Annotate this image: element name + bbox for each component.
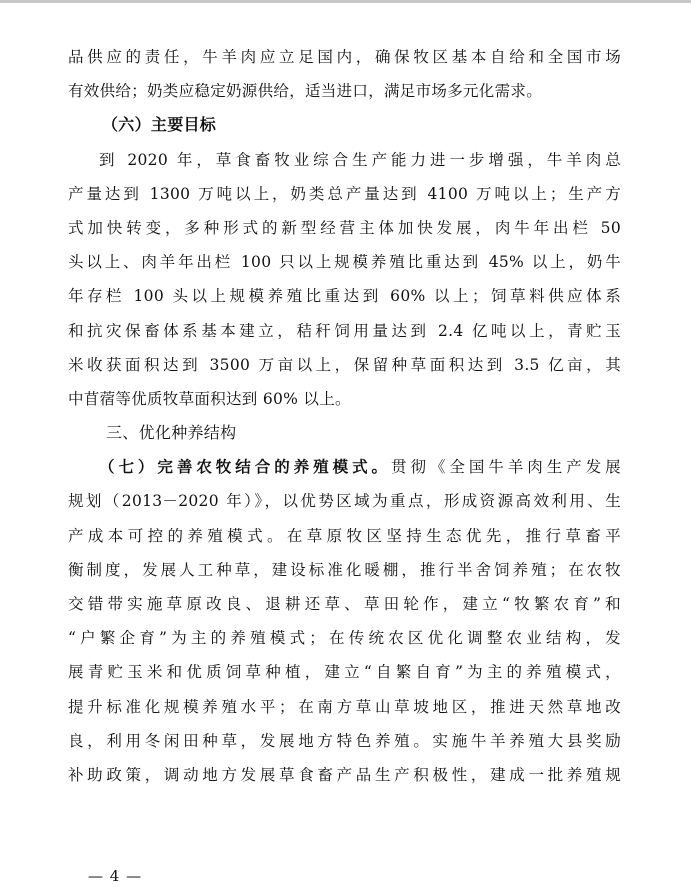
body-line: 中苜蓿等优质牧草面积达到 60% 以上。 xyxy=(68,389,351,408)
body-line: 头以上、肉羊年出栏 100 只以上规模养殖比重达到 45% 以上，奶牛 xyxy=(68,253,621,272)
body-line: 展青贮玉米和优质饲草种植，建立“自繁自育”为主的养殖模式， xyxy=(68,663,621,682)
body-text-run: 贯彻《全国牛羊肉生产发展 xyxy=(391,458,621,477)
body-line: 式加快转变，多种形式的新型经营主体加快发展，肉牛年出栏 50 xyxy=(68,218,621,237)
document-page xyxy=(68,40,621,792)
body-line: 提升标准化规模养殖水平；在南方草山草坡地区，推进天然草地改 xyxy=(68,697,621,716)
body-line: 规划（2013－2020 年）》，以优势区域为重点，形成资源高效利用、生 xyxy=(68,492,621,511)
page-number: — 4 — xyxy=(88,867,143,885)
body-line xyxy=(68,450,621,484)
section-heading-3: 三、优化种养结构 xyxy=(106,423,237,443)
subsection-heading-7: （七）完善农牧结合的养殖模式。 xyxy=(99,458,392,477)
body-line: 衡制度，发展人工种草，建设标准化暖棚，推行半舍饲养殖；在农牧 xyxy=(68,560,621,579)
body-line: 交错带实施草原改良、退耕还草、草田轮作，建立“牧繁农育”和 xyxy=(68,595,621,613)
top-border xyxy=(0,0,691,3)
body-line: “户繁企育”为主的养殖模式；在传统农区优化调整农业结构，发 xyxy=(68,629,621,648)
body-line: 米收获面积达到 3500 万亩以上，保留种草面积达到 3.5 亿亩，其 xyxy=(68,355,621,374)
body-line: 到 2020 年，草食畜牧业综合生产能力进一步增强，牛羊肉总 xyxy=(99,150,621,169)
body-line: 产量达到 1300 万吨以上，奶类总产量达到 4100 万吨以上；生产方 xyxy=(68,184,621,203)
body-line: 品供应的责任，牛羊肉应立足国内，确保牧区基本自给和全国市场 xyxy=(68,48,621,66)
body-line: 补助政策，调动地方发展草食畜产品生产积极性，建成一批养殖规 xyxy=(68,765,621,784)
body-line: 年存栏 100 头以上规模养殖比重达到 60% 以上；饲草料供应体系 xyxy=(68,287,621,306)
body-line: 产成本可控的养殖模式。在草原牧区坚持生态优先，推行草畜平 xyxy=(68,526,621,545)
section-heading-6: （六）主要目标 xyxy=(102,115,217,135)
body-line: 和抗灾保畜体系基本建立，秸秆饲用量达到 2.4 亿吨以上，青贮玉 xyxy=(68,321,621,340)
body-line: 良，利用冬闲田种草，发展地方特色养殖。实施牛羊养殖大县奖励 xyxy=(68,731,621,750)
body-line: 有效供给；奶类应稳定奶源供给，适当进口，满足市场多元化需求。 xyxy=(68,82,543,101)
